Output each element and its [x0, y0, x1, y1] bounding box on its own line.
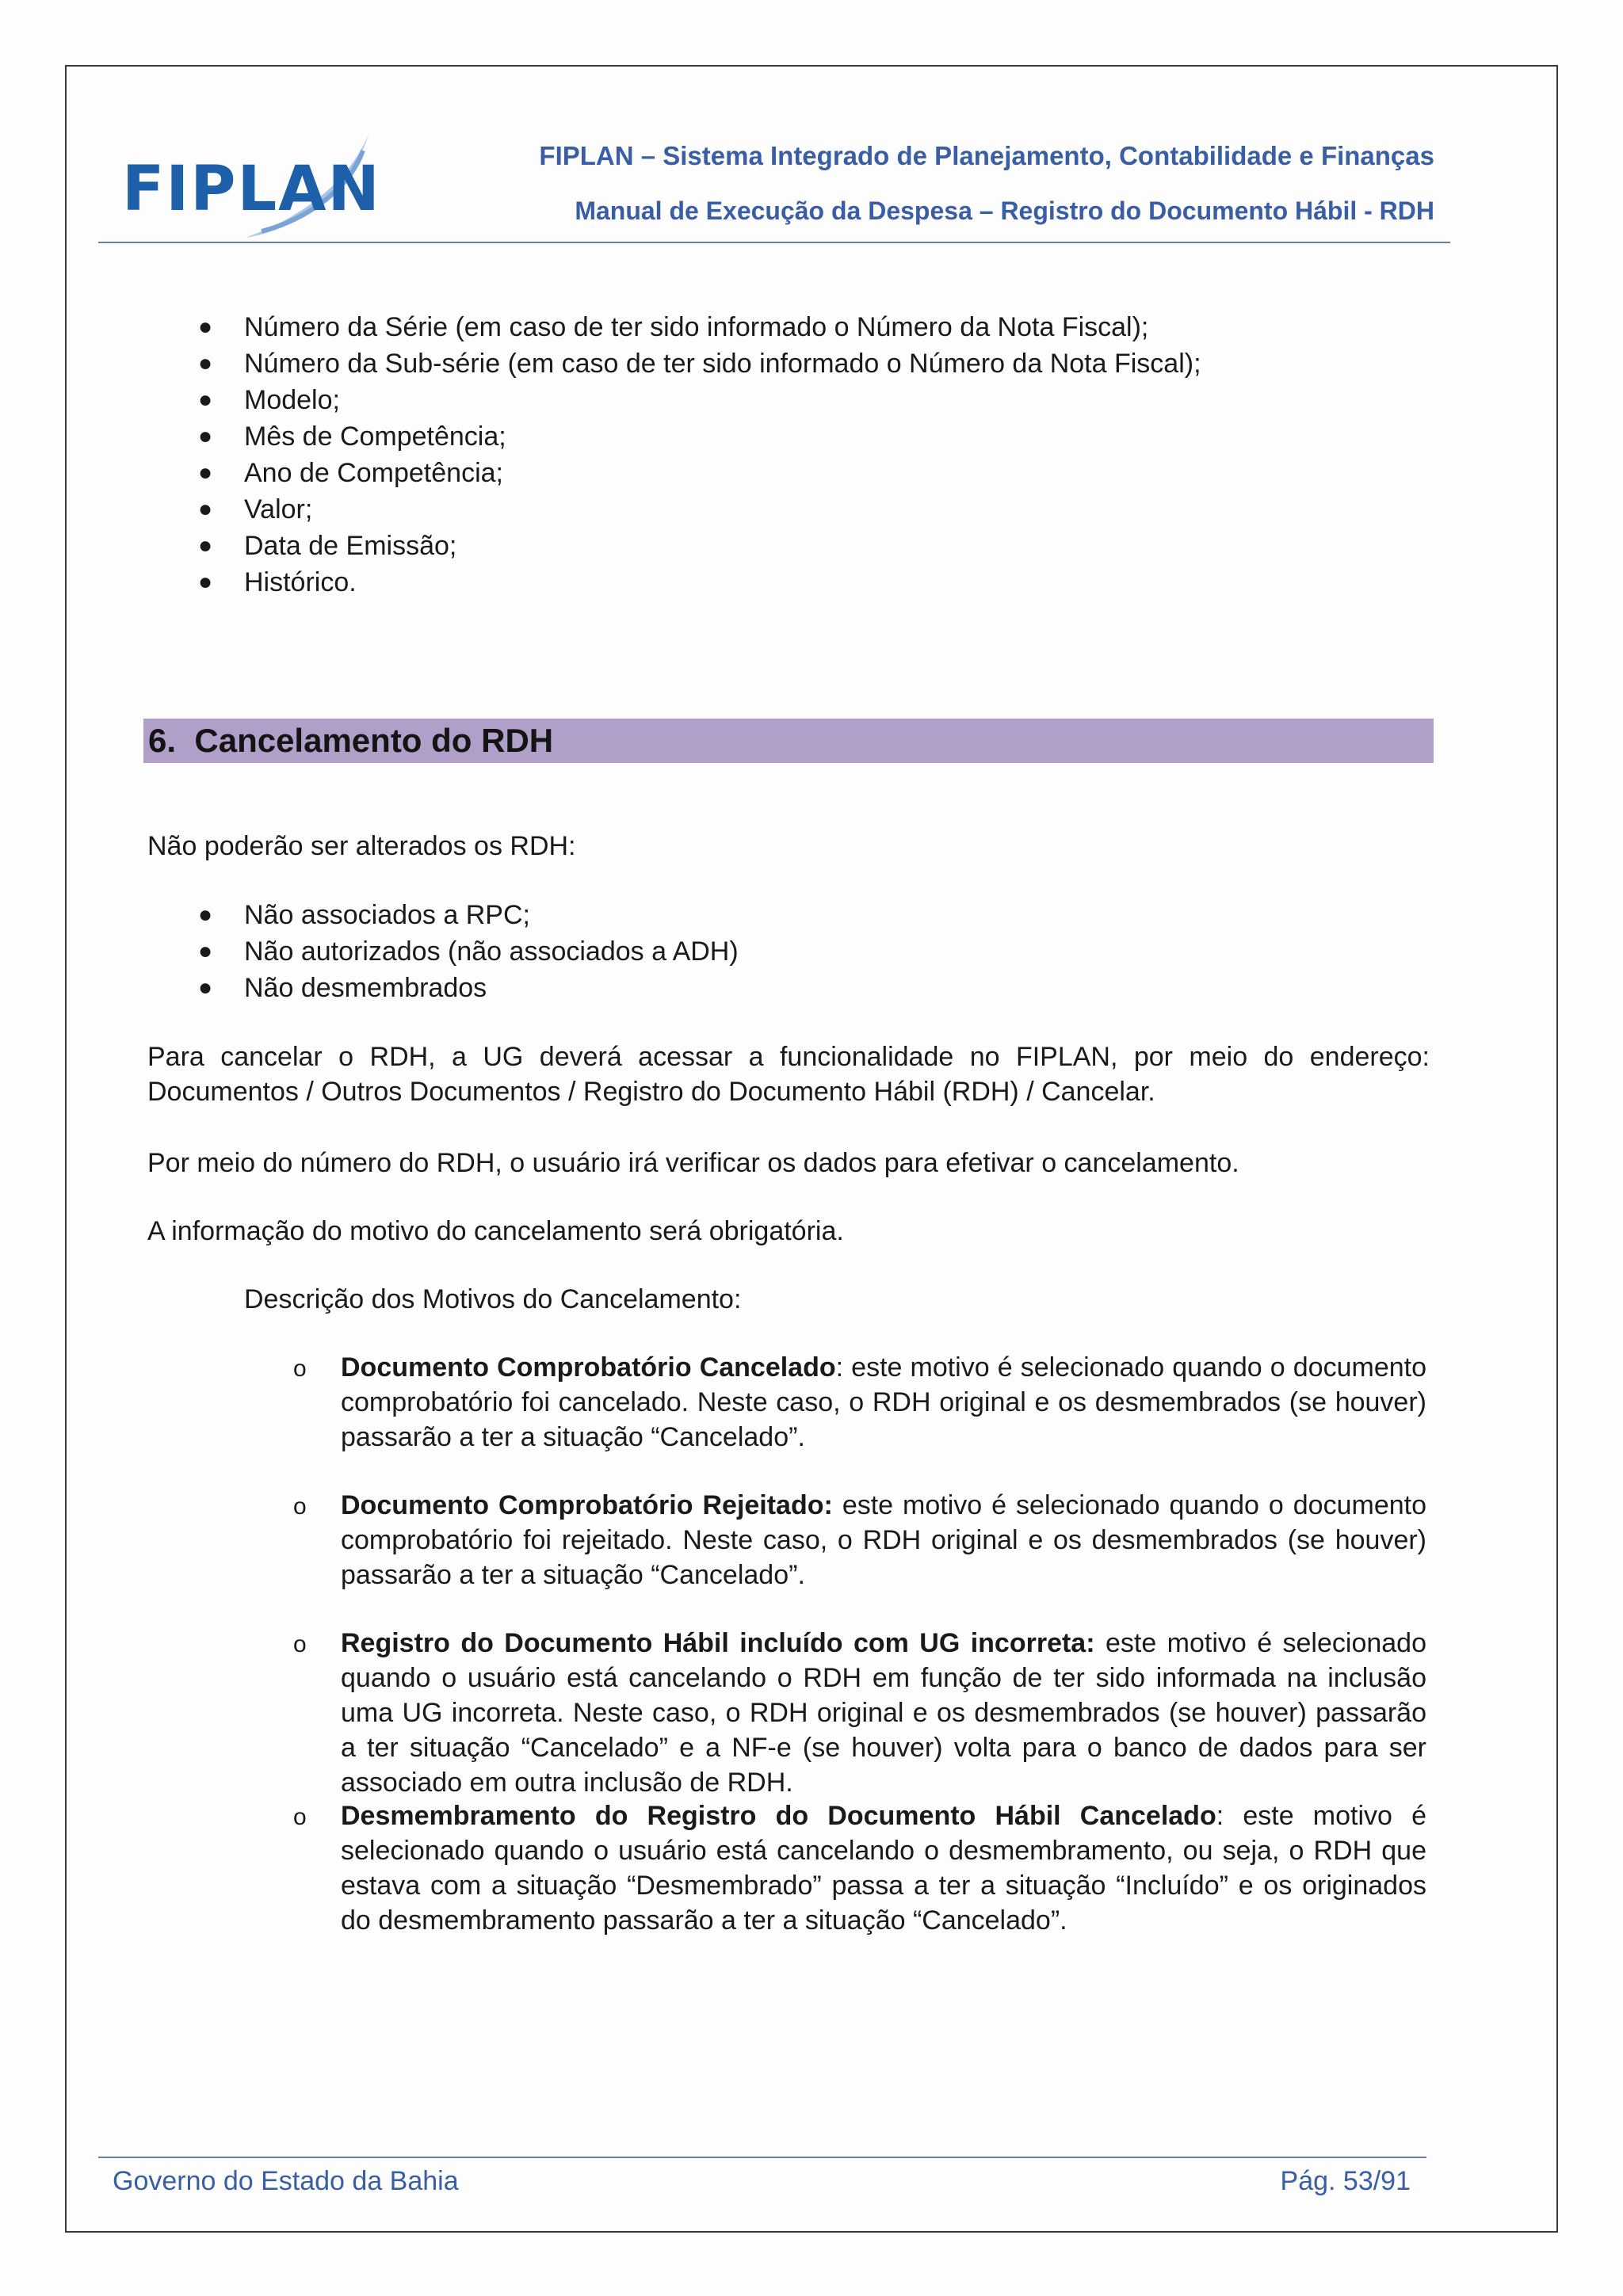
access-paragraph: Para cancelar o RDH, a UG deverá acessar a funcionalidade no FIPLAN, por meio do endereço: Documentos / Outros Documentos / Registro do Documento Hábil (RDH) / Cancelar. — [147, 1042, 1430, 1107]
footer-org: Governo do Estado da Bahia — [113, 2166, 459, 2196]
header-divider — [98, 242, 1450, 243]
bullet-icon: ● — [198, 423, 213, 449]
motivo-item — [293, 1626, 1426, 1800]
bullet-icon: ● — [198, 496, 213, 522]
bullet-icon: ● — [198, 350, 213, 376]
section-heading — [143, 719, 1434, 763]
logo-text: FIPLAN — [122, 154, 381, 225]
motivo-title: Registro do Documento Hábil incluído com UG incorreta: — [341, 1628, 1095, 1658]
list-item: ● Histórico. — [198, 564, 1201, 601]
list-item: ● Mês de Competência; — [198, 418, 1201, 455]
motivo-text: : este motivo é selecionado quando o usuário está cancelando o desmembramento, ou seja, o RDH que estava com a situação “Desmembrado” passa a ter a situação “Incluído” e os originados do desmembramento passarão a ter a situação “Cancelado”. — [341, 1801, 1426, 1936]
section-title — [148, 719, 553, 763]
motivo-item — [293, 1488, 1426, 1592]
verify-paragraph: Por meio do número do RDH, o usuário irá verificar os dados para efetivar o cancelamento. — [147, 1148, 1239, 1178]
list-item: ● Modelo; — [198, 382, 1201, 418]
motivo-text: : este motivo é selecionado quando o documento comprobatório foi cancelado. Neste caso, o RDH original e os desmembrados (se houver) passarão a ter a situação “Cancelado”. — [341, 1352, 1426, 1452]
list-item: ● Ano de Competência; — [198, 455, 1201, 491]
list-item: ● Data de Emissão; — [198, 528, 1201, 564]
bullet-icon: ● — [198, 314, 213, 340]
mandatory-paragraph: A informação do motivo do cancelamento será obrigatória. — [147, 1216, 844, 1246]
section-number: 6. — [148, 722, 177, 759]
motivos-heading: Descrição dos Motivos do Cancelamento: — [244, 1284, 742, 1314]
circle-bullet-icon: o — [293, 1804, 307, 1830]
list-item: ● Não autorizados (não associados a ADH) — [198, 933, 739, 970]
bullet-icon: ● — [198, 532, 213, 559]
fiplan-logo — [119, 127, 380, 246]
page-number: Pág. 53/91 — [1280, 2166, 1411, 2196]
list-item: ● Não desmembrados — [198, 970, 739, 1006]
field-list — [198, 309, 1201, 601]
header-title: FIPLAN – Sistema Integrado de Planejamento, Contabilidade e Finanças — [539, 141, 1434, 170]
motivo-title: Documento Comprobatório Cancelado — [341, 1352, 836, 1383]
list-item: ● Não associados a RPC; — [198, 897, 739, 933]
bullet-icon: ● — [198, 902, 213, 928]
intro-paragraph: Não poderão ser alterados os RDH: — [147, 831, 576, 861]
section-title-text: Cancelamento do RDH — [194, 722, 554, 759]
list-item: ● Número da Série (em caso de ter sido informado o Número da Nota Fiscal); — [198, 309, 1201, 345]
bullet-icon: ● — [198, 387, 213, 413]
header-subtitle: Manual de Execução da Despesa – Registro do Documento Hábil - RDH — [575, 196, 1434, 225]
bullet-icon: ● — [198, 569, 213, 595]
list-item: ● Valor; — [198, 491, 1201, 528]
bullet-icon: ● — [198, 460, 213, 486]
motivo-title: Documento Comprobatório Rejeitado: — [341, 1490, 833, 1520]
footer-divider — [98, 2157, 1426, 2158]
restriction-list — [198, 897, 739, 1006]
list-item: ● Número da Sub-série (em caso de ter sido informado o Número da Nota Fiscal); — [198, 345, 1201, 382]
circle-bullet-icon: o — [293, 1493, 307, 1520]
circle-bullet-icon: o — [293, 1356, 307, 1382]
bullet-icon: ● — [198, 974, 213, 1001]
motivo-text: este motivo é selecionado quando o documento comprobatório foi rejeitado. Neste caso, o RDH original e os desmembrados (se houver) passarão a ter a situação “Cancelado”. — [341, 1490, 1426, 1590]
motivo-item — [293, 1798, 1426, 1938]
motivo-title: Desmembramento do Registro do Documento Hábil Cancelado — [341, 1801, 1216, 1831]
bullet-icon: ● — [198, 938, 213, 964]
circle-bullet-icon: o — [293, 1631, 307, 1657]
motivo-text: este motivo é selecionado quando o usuário está cancelando o RDH em função de ter sido informada na inclusão uma UG incorreta. Neste caso, o RDH original e os desmembrados (se houver) passarão a ter situação “Cancelado” e a NF-e (se houver) volta para o banco de dados para ser associado em outra inclusão de RDH. — [341, 1628, 1426, 1798]
motivo-item — [293, 1350, 1426, 1455]
